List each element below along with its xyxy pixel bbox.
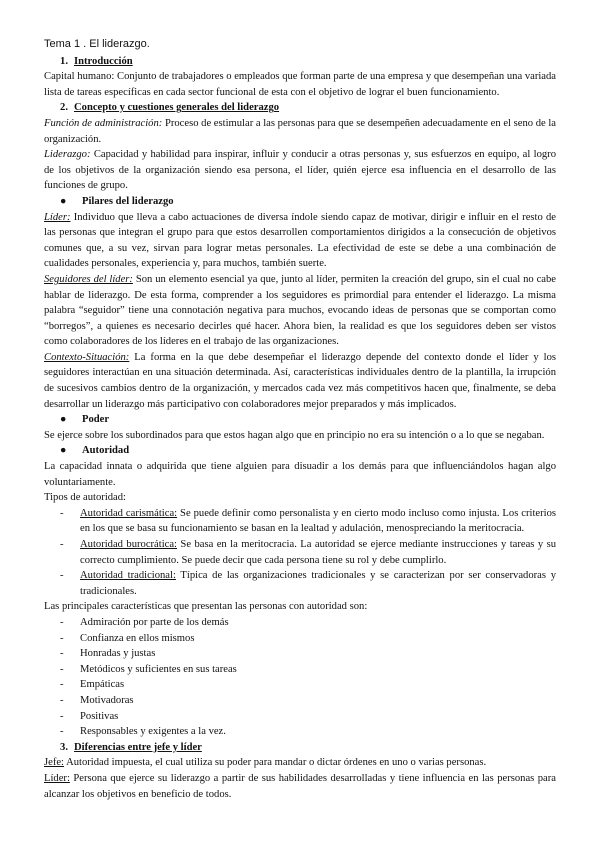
list-item-body: [80, 506, 556, 537]
paragraph-lider: [44, 210, 556, 272]
dash-marker: -: [60, 679, 64, 691]
dash-marker: -: [60, 507, 64, 519]
list-item-text: Motivadoras: [80, 694, 134, 706]
subsection-autoridad: [44, 443, 556, 459]
characteristics-list: [44, 615, 556, 740]
paragraph-jefe: [44, 755, 556, 771]
paragraph-text: Persona que ejerce su liderazgo a partir de sus habilidades desarrolladas y tiene influencia en las personas para alcanzar los objetivos en beneficio de todos.: [44, 772, 556, 800]
list-item: [44, 537, 556, 568]
section-2-number: 2.: [60, 102, 68, 114]
paragraph-text: Proceso de estimular a las personas para que se desempeñen adecuadamente en el seno de la organización.: [44, 117, 556, 145]
dash-marker: -: [60, 694, 64, 706]
section-2-heading: [44, 100, 556, 116]
list-item-text: Responsables y exigentes a la vez.: [80, 726, 226, 738]
paragraph-tipos-autoridad: [44, 490, 556, 506]
paragraph-lider-diferencia: [44, 771, 556, 802]
paragraph-autoridad: [44, 459, 556, 490]
subsection-pilares: [44, 194, 556, 210]
paragraph-text: Capacidad y habilidad para inspirar, influir y conducir a otras personas y, sus esfuerzos en equipo, al logro de los objetivos de la organización siendo esa persona, el líder, quién ejerce esa influencia en el desarrollo de las funciones de grupo.: [44, 149, 556, 192]
term-label: Autoridad tradicional:: [80, 570, 176, 582]
list-item-text: Admiración por parte de los demás: [80, 616, 229, 628]
paragraph-poder: [44, 428, 556, 444]
section-3-number: 3.: [60, 741, 68, 753]
list-item-text: Metódicos y suficientes en sus tareas: [80, 663, 237, 675]
paragraph-capital-humano: [44, 69, 556, 100]
bullet-icon: ●: [60, 195, 67, 207]
paragraph-text: Las principales características que presentan las personas con autoridad son:: [44, 601, 368, 613]
dash-marker: -: [60, 648, 64, 660]
term-label: Autoridad carismática:: [80, 507, 178, 519]
subsection-poder: [44, 412, 556, 428]
list-item: [44, 506, 556, 537]
section-1-number: 1.: [60, 55, 68, 67]
section-2-title: Concepto y cuestiones generales del liderazgo: [74, 102, 280, 114]
list-item: [44, 646, 556, 662]
term-label: Seguidores del líder:: [44, 273, 133, 285]
dash-marker: -: [60, 616, 64, 628]
paragraph-text: La capacidad innata o adquirida que tiene alguien para disuadir a los demás para que influenciándolos hagan algo voluntariamente.: [44, 461, 556, 488]
section-1-title: Introducción: [74, 55, 133, 67]
list-item-text: Típica de las organizaciones tradicionales y se caracterizan por ser conservadoras y tradicionales.: [80, 570, 556, 597]
subsection-title: Poder: [82, 414, 110, 426]
term-label: Líder:: [44, 211, 71, 223]
dash-marker: -: [60, 539, 64, 550]
list-item: [44, 568, 556, 599]
subsection-title: Autoridad: [82, 445, 130, 457]
paragraph-text: Autoridad impuesta, el cual utiliza su poder para mandar o dictar órdenes en uno o varias personas.: [64, 757, 487, 769]
list-item-text: Empáticas: [80, 679, 125, 691]
dash-marker: -: [60, 710, 64, 722]
paragraph-text: Capital humano: Conjunto de trabajadores o empleados que forman parte de una empresa y que desempeñan una variada lista de tareas específicas en cada sector funcional de esta con el objetivo de lograr el buen funcionamiento.: [44, 71, 556, 98]
subsection-title: Pilares del liderazgo: [82, 195, 174, 207]
term-label: Autoridad burocrática:: [80, 539, 177, 550]
list-item: [44, 631, 556, 647]
paragraph-text: Son un elemento esencial ya que, junto al líder, permiten la creación del grupo, sin el cual no cabe hablar de liderazgo. De esta forma, comprender a los seguidores es primordial para entender el liderazgo. La misma palabra “seguidor” tiene una connotación negativa para muchos, evocando ideas de personas que se comportan como “borregos”, a quienes es necesario decirles qué hacer. Ahora bien, la realidad es que los seguidores deben ser vistos como colaboradores de los líderes en el trabajo de las organizaciones.: [44, 273, 557, 348]
list-item-text: Confianza en ellos mismos: [80, 632, 195, 644]
list-item: [44, 615, 556, 631]
document-title: Tema 1 . El liderazgo.: [44, 38, 150, 50]
list-item: [44, 709, 556, 725]
paragraph-seguidores: [44, 272, 556, 350]
term-label: Liderazgo:: [44, 149, 91, 161]
paragraph-text: Individuo que lleva a cabo actuaciones de diversa índole siendo capaz de motivar, dirigir e influir en el resto de las personas que integran el grupo para que estos desarrollen comportamientos dirigidos a la consecución de objetivos comunes que, a su vez, sirvan para lograr metas personales. La efectividad de este se debe a una combinación de cualidades personales, experiencia y, para muchos, también suerte.: [44, 211, 556, 270]
section-1-heading: [44, 54, 556, 70]
paragraph-text: Se ejerce sobre los subordinados para que estos hagan algo que en principio no era su intención o a lo que se negaban.: [44, 429, 545, 441]
paragraph-caracteristicas: [44, 599, 556, 615]
list-item-text: Positivas: [80, 710, 119, 722]
list-item: [44, 693, 556, 709]
dash-marker: -: [60, 663, 64, 675]
dash-marker: -: [60, 632, 64, 644]
list-item-text: Se basa en la meritocracia. La autoridad se ejerce mediante instrucciones y tareas y su correcto cumplimiento. Se puede decir que cada persona tiene su rol y debe cumplirlo.: [80, 539, 556, 566]
list-item-body: [80, 568, 556, 599]
list-item-text: Honradas y justas: [80, 648, 156, 660]
paragraph-contexto: [44, 350, 556, 412]
term-label: Contexto-Situación:: [44, 351, 130, 363]
paragraph-text: La forma en la que debe desempeñar el liderazgo depende del contexto donde el líder y los seguidores interactúan en una situación determinada. Así, características individuales dentro de la plantilla, la irrupción de sucesivos cambios dentro de la organización, y mercados cada vez más competitivos hacen que, finalmente, se deba desarrollar un liderazgo más participativo con colaboradores mejor preparados y más implicados.: [44, 351, 556, 410]
list-item: [44, 724, 556, 740]
list-item: [44, 662, 556, 678]
dash-marker: -: [60, 570, 64, 582]
dash-marker: -: [60, 726, 64, 738]
list-item-body: [80, 537, 556, 568]
paragraph-text: Tipos de autoridad:: [44, 492, 127, 504]
list-item-text: Se puede definir como personalista y en cierto modo incluso como injusta. Los criterios en los que se basa su funcionamiento se basan en la lealtad y adulación, menospreciando la meritocracia.: [80, 507, 556, 535]
term-label: Líder:: [44, 772, 70, 784]
authority-types-list: [44, 506, 556, 600]
paragraph-liderazgo: [44, 147, 556, 194]
section-3-title: Diferencias entre jefe y líder: [74, 741, 202, 753]
term-label: Jefe:: [44, 757, 64, 769]
term-label: Función de administración:: [44, 117, 163, 129]
bullet-icon: ●: [60, 414, 67, 426]
list-item: [44, 677, 556, 693]
bullet-icon: ●: [60, 445, 67, 457]
paragraph-funcion-administracion: [44, 116, 556, 147]
section-3-heading: [44, 740, 556, 756]
